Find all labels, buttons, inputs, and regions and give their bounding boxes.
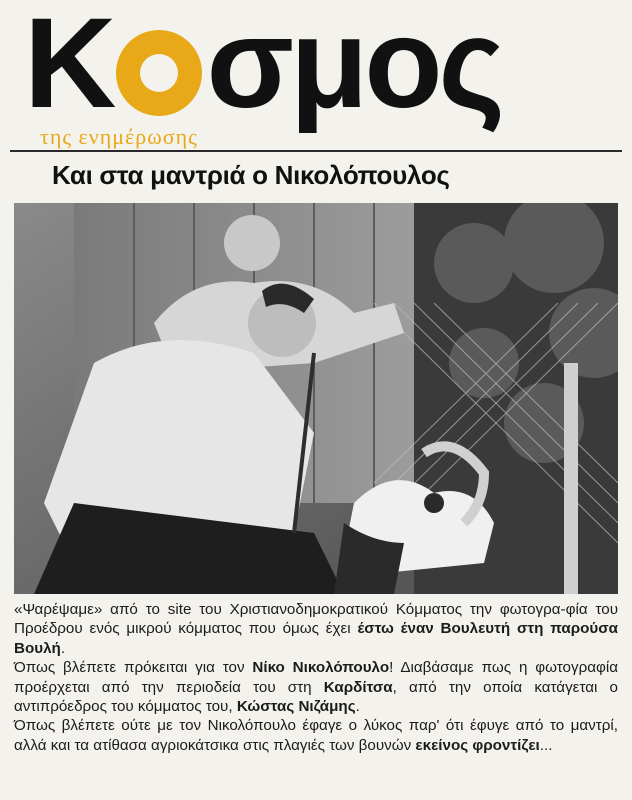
p1-bold-1: έστω έναν Βουλευτή στη παρούσα Βουλή [14, 620, 618, 657]
logo [24, 0, 502, 135]
masthead [20, 0, 620, 149]
article-paragraph-1 [14, 600, 618, 658]
article-paragraph-3 [14, 716, 618, 755]
p3-text-2: ... [539, 736, 553, 754]
logo-text-left: Κ [24, 0, 113, 135]
p2-text-3: , από την οποία κατάγεται ο αντιπρόεδρος του κόμματος του, [14, 678, 618, 716]
p2-bold-1: Νίκο Νικολόπουλο [252, 659, 390, 677]
p2-text-1: Όπως βλέπετε πρόκειται για τον [14, 659, 253, 677]
masthead-divider [10, 150, 622, 152]
tagline: της ενημέρωσης [40, 124, 198, 149]
article-paragraph-2 [14, 658, 618, 716]
p1-text-1: «Ψαρέψαμε» από το site του Χριστιανοδημοκρατικού Κόμματος την φωτογρα-φία του Προέδρου ενός μικρού κόμματος που όμως έχει [14, 601, 618, 638]
logo-text-right: σμος [206, 0, 502, 135]
p1-text-2: . [60, 639, 66, 657]
p3-bold-1: εκείνος φροντίζει [415, 736, 540, 754]
article-photo [14, 203, 618, 594]
p2-bold-2: Καρδίτσα [323, 678, 393, 696]
photo-illustration [14, 203, 618, 594]
article-body [14, 600, 618, 755]
logo-ring-icon [116, 30, 202, 116]
p2-text-2: ! Διαβάσαμε πως η φωτογραφία προέρχεται από την περιοδεία του στη [14, 659, 618, 696]
p2-bold-3: Κώστας Νιζάμης [236, 698, 356, 716]
p2-text-4: . [355, 698, 360, 716]
p3-text-1: Όπως βλέπετε ούτε με τον Νικολόπουλο έφαγε ο λύκος παρ' ότι έφυγε από το μαντρί, αλλά και τα ατίθασα αγριοκάτσικα στις πλαγιές των βουνών [14, 717, 618, 754]
headline: Και στα μαντριά ο Νικολόπουλος [52, 160, 450, 190]
